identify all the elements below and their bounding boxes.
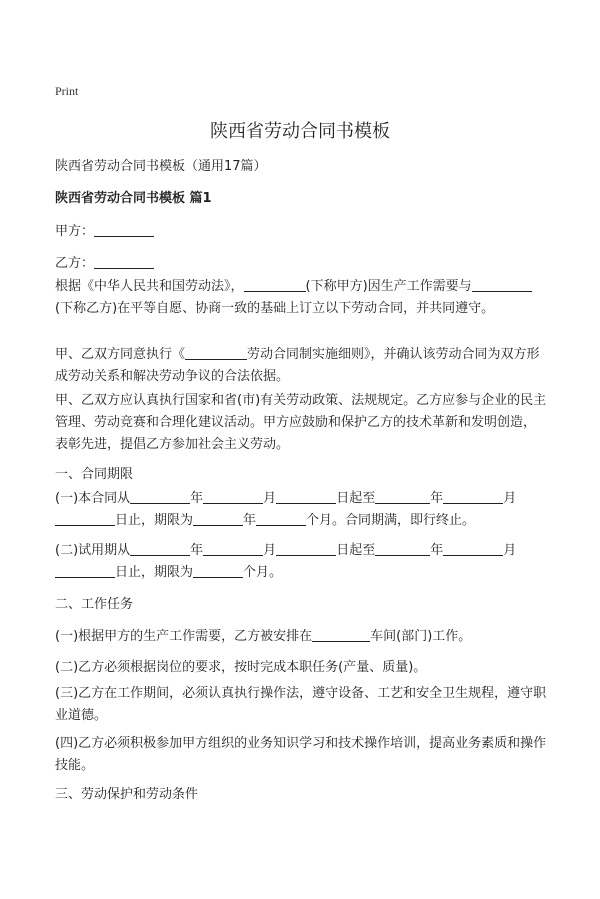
task-item-4: (四)乙方必须积极参加甲方组织的业务知识学习和技术操作培训，提高业务素质和操作技能。 <box>55 736 547 773</box>
term-from-text: 日起至 <box>336 491 376 506</box>
basis-text-1: 根据《中华人民共和国劳动法》， <box>55 279 244 294</box>
probation-months-text: 个月。 <box>243 565 283 580</box>
task-1-text-2: 车间(部门)工作。 <box>370 629 472 644</box>
task-item-1 <box>55 625 471 644</box>
task-1-text-1: (一)根据甲方的生产工作需要，乙方被安排在 <box>55 629 313 644</box>
term-until-text: 日止，期限为 <box>115 513 194 528</box>
probation-end-year-text: 年 <box>430 543 444 558</box>
party-b-label: 乙方： <box>55 256 95 271</box>
party-a-line <box>55 220 154 239</box>
probation-start-year-blank[interactable] <box>130 542 190 556</box>
rules-text-1: 甲、乙双方同意执行《 <box>55 347 186 362</box>
rules-text-2: 劳动合同制实施细则》，并确认该劳动合同为双方形成劳动关系和解决劳动争议的合法依据。 <box>55 347 540 384</box>
party-b-blank[interactable] <box>94 255 154 269</box>
probation-duration-blank[interactable] <box>193 564 243 578</box>
heading-contract-term: 一、合同期限 <box>55 467 134 482</box>
term-prefix: (一)本合同从 <box>55 491 131 506</box>
term-start-day-blank[interactable] <box>276 490 336 504</box>
probation-end-month-text: 月 <box>503 543 517 558</box>
task-item-3: (三)乙方在工作期间，必须认真执行操作法，遵守设备、工艺和安全卫生规程，遵守职业道德。 <box>55 686 547 723</box>
term-end-day-blank[interactable] <box>55 512 115 526</box>
basis-party-a-blank[interactable] <box>244 278 306 292</box>
probation-year-text: 年 <box>190 543 204 558</box>
probation-start-day-blank[interactable] <box>276 542 336 556</box>
term-year-text: 年 <box>190 491 204 506</box>
basis-text-3: (下称乙方)在平等自愿、协商一致的基础上订立以下劳动合同，并共同遵守。 <box>55 301 495 316</box>
term-end-year-blank[interactable] <box>375 490 430 504</box>
page-title: 陕西省劳动合同书模板 <box>210 121 390 142</box>
term-start-month-blank[interactable] <box>203 490 263 504</box>
probation-month-text: 月 <box>263 543 277 558</box>
paragraph-basis <box>55 276 547 320</box>
party-a-blank[interactable] <box>94 223 154 237</box>
probation-end-month-blank[interactable] <box>443 542 503 556</box>
term-start-year-blank[interactable] <box>130 490 190 504</box>
contract-term-clause <box>55 488 547 532</box>
document-subtitle: 陕西省劳动合同书模板（通用17篇） <box>55 159 267 174</box>
party-b-line <box>55 252 154 271</box>
paragraph-rules <box>55 344 547 388</box>
print-label[interactable]: Print <box>55 84 79 98</box>
party-a-label: 甲方： <box>55 224 95 239</box>
probation-until-text: 日止，期限为 <box>115 565 194 580</box>
section-heading: 陕西省劳动合同书模板 篇1 <box>55 191 212 206</box>
heading-work-task: 二、工作任务 <box>55 597 134 612</box>
term-duration-month-blank[interactable] <box>256 512 306 526</box>
term-duration-year-text: 年 <box>243 513 257 528</box>
basis-text-2: (下称甲方)因生产工作需要与 <box>305 279 472 294</box>
paragraph-duty: 甲、乙双方应认真执行国家和省(市)有关劳动政策、法规规定。乙方应参与企业的民主管理、劳动竞赛和合理化建议活动。甲方应鼓励和保护乙方的技术革新和发明创造，表彰先进，提倡乙方参加社会主义劳动。 <box>55 393 547 452</box>
probation-end-day-blank[interactable] <box>55 564 115 578</box>
term-month-text: 月 <box>263 491 277 506</box>
heading-labor-protection: 三、劳动保护和劳动条件 <box>55 787 199 802</box>
task-item-2: (二)乙方必须根据岗位的要求，按时完成本职任务(产量、质量)。 <box>55 660 427 675</box>
task-workshop-blank[interactable] <box>312 628 370 642</box>
term-end-year-text: 年 <box>430 491 444 506</box>
probation-clause <box>55 540 547 584</box>
rules-blank[interactable] <box>185 346 247 360</box>
basis-party-b-blank[interactable] <box>472 278 532 292</box>
term-end-month-text: 月 <box>503 491 517 506</box>
probation-start-month-blank[interactable] <box>203 542 263 556</box>
probation-from-text: 日起至 <box>336 543 376 558</box>
term-duration-year-blank[interactable] <box>193 512 243 526</box>
term-end-month-blank[interactable] <box>443 490 503 504</box>
probation-prefix: (二)试用期从 <box>55 543 131 558</box>
probation-end-year-blank[interactable] <box>375 542 430 556</box>
term-months-text: 个月。合同期满，即行终止。 <box>306 513 476 528</box>
